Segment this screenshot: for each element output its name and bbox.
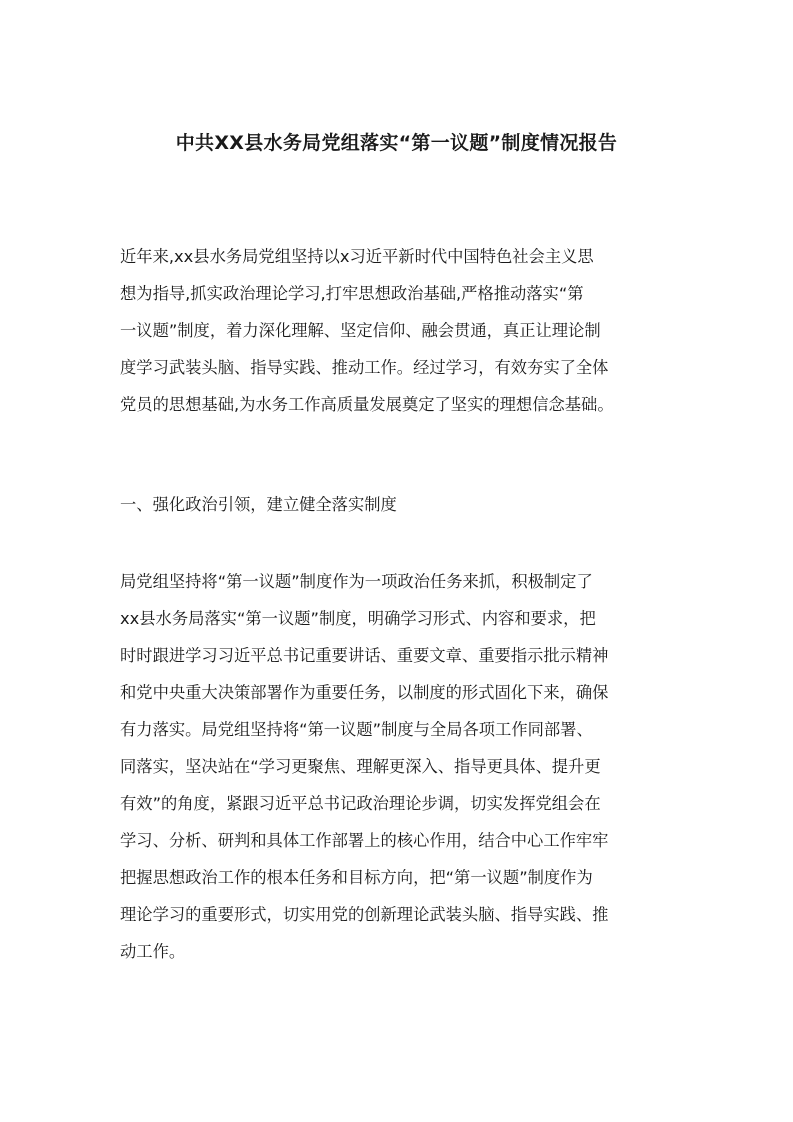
section-heading-text: 一、强化政治引领，建立健全落实制度 xyxy=(120,495,397,514)
paragraph-line: 同落实，坚决站在“学习更聚焦、理解更深入、指导更具体、提升更 xyxy=(120,757,601,776)
paragraph-line: 动工作。 xyxy=(120,942,186,961)
paragraph-line: 有效”的角度，紧跟习近平总书记政治理论步调，切实发挥党组会在 xyxy=(120,794,601,813)
intro-paragraph xyxy=(120,238,680,423)
paragraph-line: 一议题”制度，着力深化理解、坚定信仰、融会贯通，真正让理论制 xyxy=(120,321,601,340)
paragraph-line: 有力落实。局党组坚持将“第一议题”制度与全局各项工作同部署、 xyxy=(120,720,593,739)
document-title: 中共XX县水务局党组落实“第一议题”制度情况报告 xyxy=(175,132,618,154)
paragraph-line: 近年来,xx县水务局党组坚持以x习近平新时代中国特色社会主义思 xyxy=(120,247,594,266)
paragraph-line: xx县水务局落实“第一议题”制度，明确学习形式、内容和要求，把 xyxy=(120,609,596,628)
paragraph-line: 理论学习的重要形式，切实用党的创新理论武装头脑、指导实践、推 xyxy=(120,905,609,924)
paragraph-line: 和党中央重大决策部署作为重要任务，以制度的形式固化下来，确保 xyxy=(120,683,609,702)
paragraph-line: 把握思想政治工作的根本任务和目标方向，把“第一议题”制度作为 xyxy=(120,868,593,887)
paragraph-line: 局党组坚持将“第一议题”制度作为一项政治任务来抓，积极制定了 xyxy=(120,572,593,591)
paragraph-line: 学习、分析、研判和具体工作部署上的核心作用，结合中心工作牢牢 xyxy=(120,831,609,850)
paragraph-line: 党员的思想基础,为水务工作高质量发展奠定了坚实的理想信念基础。 xyxy=(120,395,614,414)
section-1-heading xyxy=(120,486,680,523)
paragraph-line: 度学习武装头脑、指导实践、推动工作。经过学习，有效夯实了全体 xyxy=(120,358,609,377)
paragraph-line: 想为指导,抓实政治理论学习,打牢思想政治基础,严格推动落实“第 xyxy=(120,284,584,303)
paragraph-line: 时时跟进学习习近平总书记重要讲话、重要文章、重要指示批示精神 xyxy=(120,646,609,665)
section-1-paragraph xyxy=(120,563,680,970)
